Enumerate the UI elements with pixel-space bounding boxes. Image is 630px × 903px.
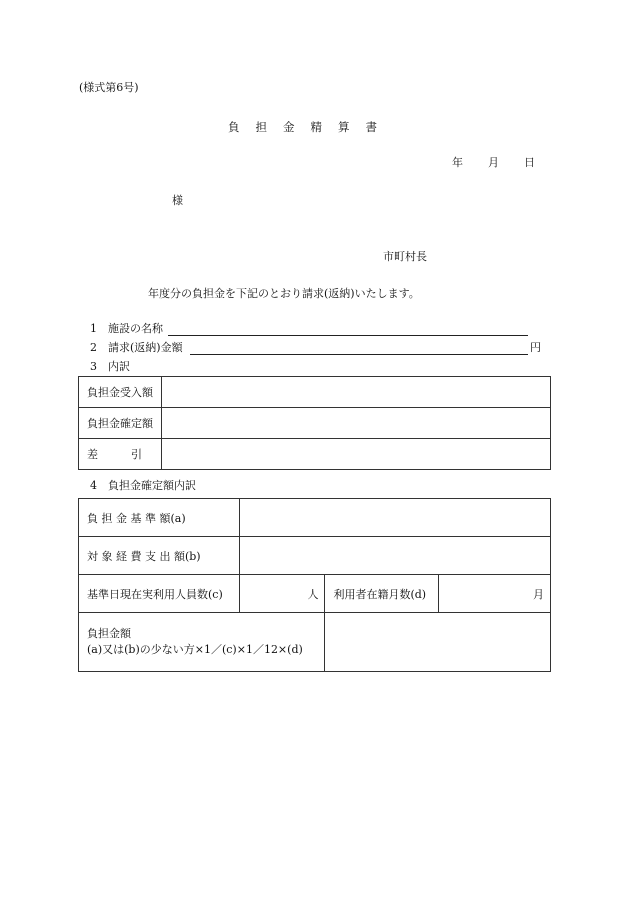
confirmed-amount-cell[interactable] <box>162 408 551 439</box>
facility-name-label: 施設の名称 <box>108 322 163 335</box>
item-2-number: 2 <box>90 341 97 354</box>
received-amount-cell[interactable] <box>162 377 551 408</box>
addressee-suffix: 様 <box>172 194 183 207</box>
expense-cell[interactable] <box>239 537 550 575</box>
amount-unit: 円 <box>530 341 541 354</box>
page-title: 負担金精算書 <box>228 120 393 134</box>
base-amount-label: 負 担 金 基 準 額(a) <box>79 499 240 537</box>
users-cell[interactable]: 人 <box>239 575 325 613</box>
breakdown-table <box>78 376 551 470</box>
table-row <box>79 499 551 537</box>
amount-field[interactable] <box>190 354 528 355</box>
item-4-number: 4 <box>90 479 97 492</box>
item-3-number: 3 <box>90 360 97 373</box>
months-cell[interactable]: 月 <box>439 575 551 613</box>
issuer: 市町村長 <box>383 250 427 263</box>
table-row <box>79 439 551 470</box>
table-row <box>79 377 551 408</box>
amount-label: 請求(返納)金額 <box>108 341 183 354</box>
base-amount-cell[interactable] <box>239 499 550 537</box>
item-1-number: 1 <box>90 322 97 335</box>
facility-name-field[interactable] <box>168 335 528 336</box>
months-label: 利用者在籍月数(d) <box>325 575 439 613</box>
date-line <box>452 156 535 170</box>
confirmed-breakdown-label: 負担金確定額内訳 <box>108 479 196 492</box>
difference-label: 差 引 <box>79 439 162 470</box>
date-year: 年 <box>452 156 463 169</box>
formula-label <box>79 613 325 672</box>
breakdown-label: 内訳 <box>108 360 130 373</box>
table-row <box>79 575 551 613</box>
formula-title: 負担金額 <box>87 627 131 640</box>
table-row <box>79 613 551 672</box>
form-number: (様式第6号) <box>79 81 139 94</box>
formula-text: (a)又は(b)の少ない方×1／(c)×1／12×(d) <box>87 643 303 656</box>
confirmed-breakdown-table <box>78 498 551 672</box>
table-row <box>79 408 551 439</box>
table-row <box>79 537 551 575</box>
date-month: 月 <box>488 156 499 169</box>
difference-cell[interactable] <box>162 439 551 470</box>
received-amount-label: 負担金受入額 <box>79 377 162 408</box>
intro-text: 年度分の負担金を下記のとおり請求(返納)いたします。 <box>148 287 420 300</box>
confirmed-amount-label: 負担金確定額 <box>79 408 162 439</box>
users-label: 基準日現在実利用人員数(c) <box>79 575 240 613</box>
expense-label: 対 象 経 費 支 出 額(b) <box>79 537 240 575</box>
date-day: 日 <box>524 156 535 169</box>
formula-cell[interactable] <box>325 613 551 672</box>
